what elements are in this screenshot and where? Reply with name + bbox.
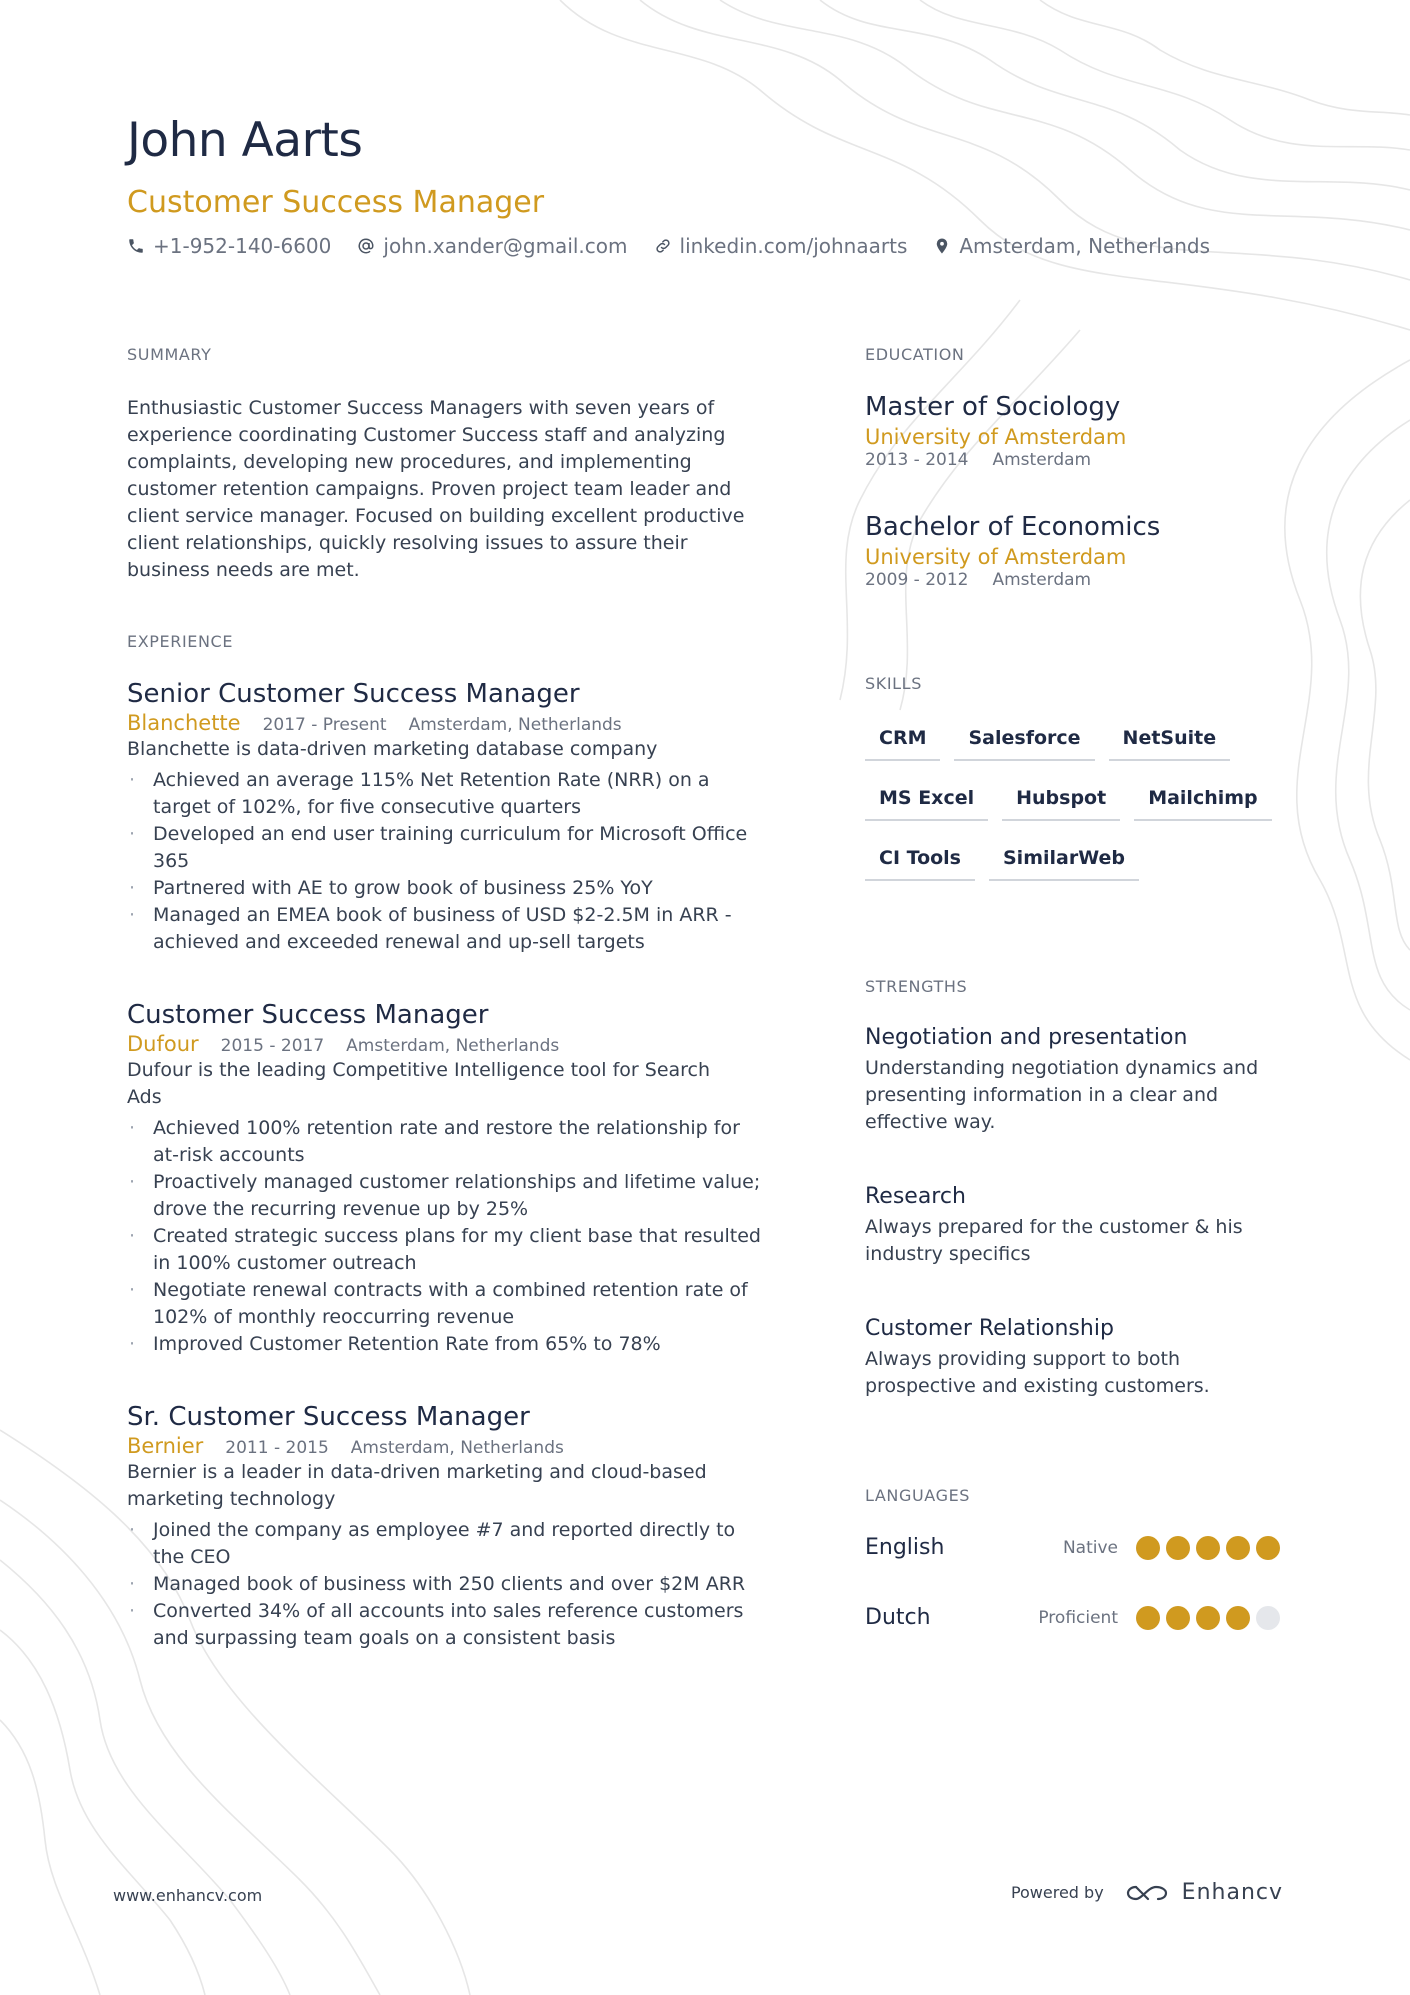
education-location: Amsterdam bbox=[992, 570, 1092, 590]
education-meta bbox=[865, 570, 1285, 590]
language-rating bbox=[1136, 1606, 1280, 1630]
education-degree: Bachelor of Economics bbox=[865, 512, 1161, 542]
rating-dot-filled bbox=[1196, 1606, 1220, 1630]
strengths-heading: STRENGTHS bbox=[865, 977, 968, 996]
job-bullets bbox=[127, 1115, 767, 1358]
experience-heading: EXPERIENCE bbox=[127, 632, 234, 651]
rating-dot-filled bbox=[1226, 1606, 1250, 1630]
job-bullets bbox=[127, 767, 767, 956]
education-location: Amsterdam bbox=[992, 450, 1092, 470]
job-meta bbox=[127, 1032, 767, 1056]
rating-dot-filled bbox=[1196, 1536, 1220, 1560]
link-icon bbox=[654, 237, 672, 255]
job-location: Amsterdam, Netherlands bbox=[346, 1036, 560, 1056]
job-company: Dufour bbox=[127, 1032, 199, 1056]
job-bullet: · Achieved an average 115% Net Retention Rate (NRR) on a target of 102%, for five consecutive quarters bbox=[127, 767, 767, 821]
skills-heading: SKILLS bbox=[865, 674, 922, 693]
job-location: Amsterdam, Netherlands bbox=[408, 715, 622, 735]
brand-logo[interactable] bbox=[1126, 1880, 1283, 1905]
job-title: Sr. Customer Success Manager bbox=[127, 1402, 530, 1432]
job-company: Blanchette bbox=[127, 711, 241, 735]
education-entry bbox=[865, 512, 1285, 590]
job-meta bbox=[127, 711, 767, 735]
left-column bbox=[127, 345, 767, 1652]
rating-dot-filled bbox=[1226, 1536, 1250, 1560]
strength-description: Understanding negotiation dynamics and presenting information in a clear and effective way. bbox=[865, 1057, 1259, 1133]
languages-heading: LANGUAGES bbox=[865, 1486, 971, 1505]
job-entry bbox=[127, 1000, 767, 1358]
education-heading: EDUCATION bbox=[865, 345, 965, 364]
language-level: Proficient bbox=[1038, 1607, 1118, 1628]
education-school: University of Amsterdam bbox=[865, 545, 1127, 569]
contact-email[interactable] bbox=[357, 234, 627, 258]
job-bullet: · Managed an EMEA book of business of USD $2-2.5M in ARR - achieved and exceeded renewal and up-sell targets bbox=[127, 902, 767, 956]
language-name: Dutch bbox=[865, 1605, 931, 1630]
rating-dot-filled bbox=[1256, 1536, 1280, 1560]
language-rating bbox=[1136, 1536, 1280, 1560]
rating-dot-empty bbox=[1256, 1606, 1280, 1630]
job-description: Bernier is a leader in data-driven marketing and cloud-based marketing technology bbox=[127, 1461, 707, 1510]
summary-heading: SUMMARY bbox=[127, 345, 212, 364]
job-bullet: · Proactively managed customer relationships and lifetime value; drove the recurring revenue up by 25% bbox=[127, 1169, 767, 1223]
skill-tag: SimilarWeb bbox=[989, 843, 1139, 881]
brand-name: Enhancv bbox=[1181, 1880, 1283, 1905]
contact-phone[interactable] bbox=[127, 234, 331, 258]
job-location: Amsterdam, Netherlands bbox=[350, 1438, 564, 1458]
strength-name: Customer Relationship bbox=[865, 1316, 1114, 1341]
job-description: Dufour is the leading Competitive Intelligence tool for Search Ads bbox=[127, 1059, 711, 1108]
skills-list bbox=[865, 723, 1285, 881]
summary-text: Enthusiastic Customer Success Managers with seven years of experience coordinating Customer Success staff and analyzing complaints, developing new procedures, and implementing customer retention campaigns. Proven project team leader and client service manager. Focused on building excellent productive client relationships, quickly resolving issues to assure their business needs are met. bbox=[127, 397, 745, 581]
strength-name: Negotiation and presentation bbox=[865, 1025, 1188, 1050]
skill-tag: MS Excel bbox=[865, 783, 988, 821]
contact-linkedin[interactable] bbox=[654, 234, 908, 258]
education-entry bbox=[865, 392, 1285, 470]
strength-entry bbox=[865, 1315, 1285, 1400]
language-level: Native bbox=[1062, 1537, 1118, 1558]
job-dates: 2017 - Present bbox=[262, 715, 387, 735]
job-bullet: · Joined the company as employee #7 and reported directly to the CEO bbox=[127, 1517, 767, 1571]
job-bullet: · Achieved 100% retention rate and restore the relationship for at-risk accounts bbox=[127, 1115, 767, 1169]
strength-name: Research bbox=[865, 1184, 966, 1209]
enhancv-logo-icon bbox=[1126, 1881, 1172, 1905]
job-dates: 2011 - 2015 bbox=[225, 1438, 329, 1458]
phone-text: +1-952-140-6600 bbox=[153, 234, 332, 258]
strength-entry bbox=[865, 1024, 1285, 1136]
pin-icon bbox=[933, 237, 951, 255]
candidate-name: John Aarts bbox=[127, 113, 363, 168]
job-bullet: · Converted 34% of all accounts into sales reference customers and surpassing team goals on a consistent basis bbox=[127, 1598, 767, 1652]
rating-dot-filled bbox=[1166, 1536, 1190, 1560]
job-bullet: · Improved Customer Retention Rate from 65% to 78% bbox=[127, 1331, 767, 1358]
phone-icon bbox=[127, 237, 145, 255]
powered-by-label: Powered by bbox=[1010, 1883, 1104, 1902]
linkedin-text: linkedin.com/johnaarts bbox=[679, 234, 908, 258]
skill-tag: Mailchimp bbox=[1134, 783, 1271, 821]
skill-tag: NetSuite bbox=[1109, 723, 1231, 761]
job-bullet: · Negotiate renewal contracts with a combined retention rate of 102% of monthly reoccurring revenue bbox=[127, 1277, 767, 1331]
strength-description: Always prepared for the customer & his industry specifics bbox=[865, 1216, 1243, 1265]
footer-branding bbox=[1011, 1880, 1283, 1905]
job-bullets bbox=[127, 1517, 767, 1652]
language-name: English bbox=[865, 1535, 945, 1560]
education-degree: Master of Sociology bbox=[865, 392, 1121, 422]
job-description: Blanchette is data-driven marketing database company bbox=[127, 738, 658, 760]
job-bullet: · Partnered with AE to grow book of business 25% YoY bbox=[127, 875, 767, 902]
location-text: Amsterdam, Netherlands bbox=[959, 234, 1211, 258]
education-school: University of Amsterdam bbox=[865, 425, 1127, 449]
job-bullet: · Created strategic success plans for my client base that resulted in 100% customer outreach bbox=[127, 1223, 767, 1277]
footer-website[interactable]: www.enhancv.com bbox=[113, 1886, 263, 1905]
language-entry bbox=[865, 1535, 1280, 1560]
rating-dot-filled bbox=[1136, 1536, 1160, 1560]
strength-entry bbox=[865, 1183, 1285, 1268]
skill-tag: CI Tools bbox=[865, 843, 975, 881]
job-meta bbox=[127, 1434, 767, 1458]
education-dates: 2009 - 2012 bbox=[865, 570, 969, 590]
education-dates: 2013 - 2014 bbox=[865, 450, 969, 470]
education-meta bbox=[865, 450, 1285, 470]
job-title: Customer Success Manager bbox=[127, 1000, 489, 1030]
job-dates: 2015 - 2017 bbox=[220, 1036, 325, 1056]
contact-bar bbox=[127, 234, 1210, 258]
job-title: Senior Customer Success Manager bbox=[127, 679, 580, 709]
contact-location bbox=[933, 234, 1210, 258]
email-text: john.xander@gmail.com bbox=[383, 234, 628, 258]
job-company: Bernier bbox=[127, 1434, 204, 1458]
rating-dot-filled bbox=[1136, 1606, 1160, 1630]
rating-dot-filled bbox=[1166, 1606, 1190, 1630]
candidate-title: Customer Success Manager bbox=[127, 185, 545, 220]
language-entry bbox=[865, 1605, 1280, 1630]
job-entry bbox=[127, 1402, 767, 1652]
skill-tag: Salesforce bbox=[954, 723, 1094, 761]
skill-tag: CRM bbox=[865, 723, 940, 761]
job-bullet: · Developed an end user training curriculum for Microsoft Office 365 bbox=[127, 821, 767, 875]
at-icon bbox=[357, 237, 375, 255]
right-column bbox=[865, 345, 1285, 1630]
skill-tag: Hubspot bbox=[1002, 783, 1120, 821]
job-bullet: · Managed book of business with 250 clients and over $2M ARR bbox=[127, 1571, 767, 1598]
job-entry bbox=[127, 679, 767, 956]
strength-description: Always providing support to both prospective and existing customers. bbox=[865, 1348, 1210, 1397]
